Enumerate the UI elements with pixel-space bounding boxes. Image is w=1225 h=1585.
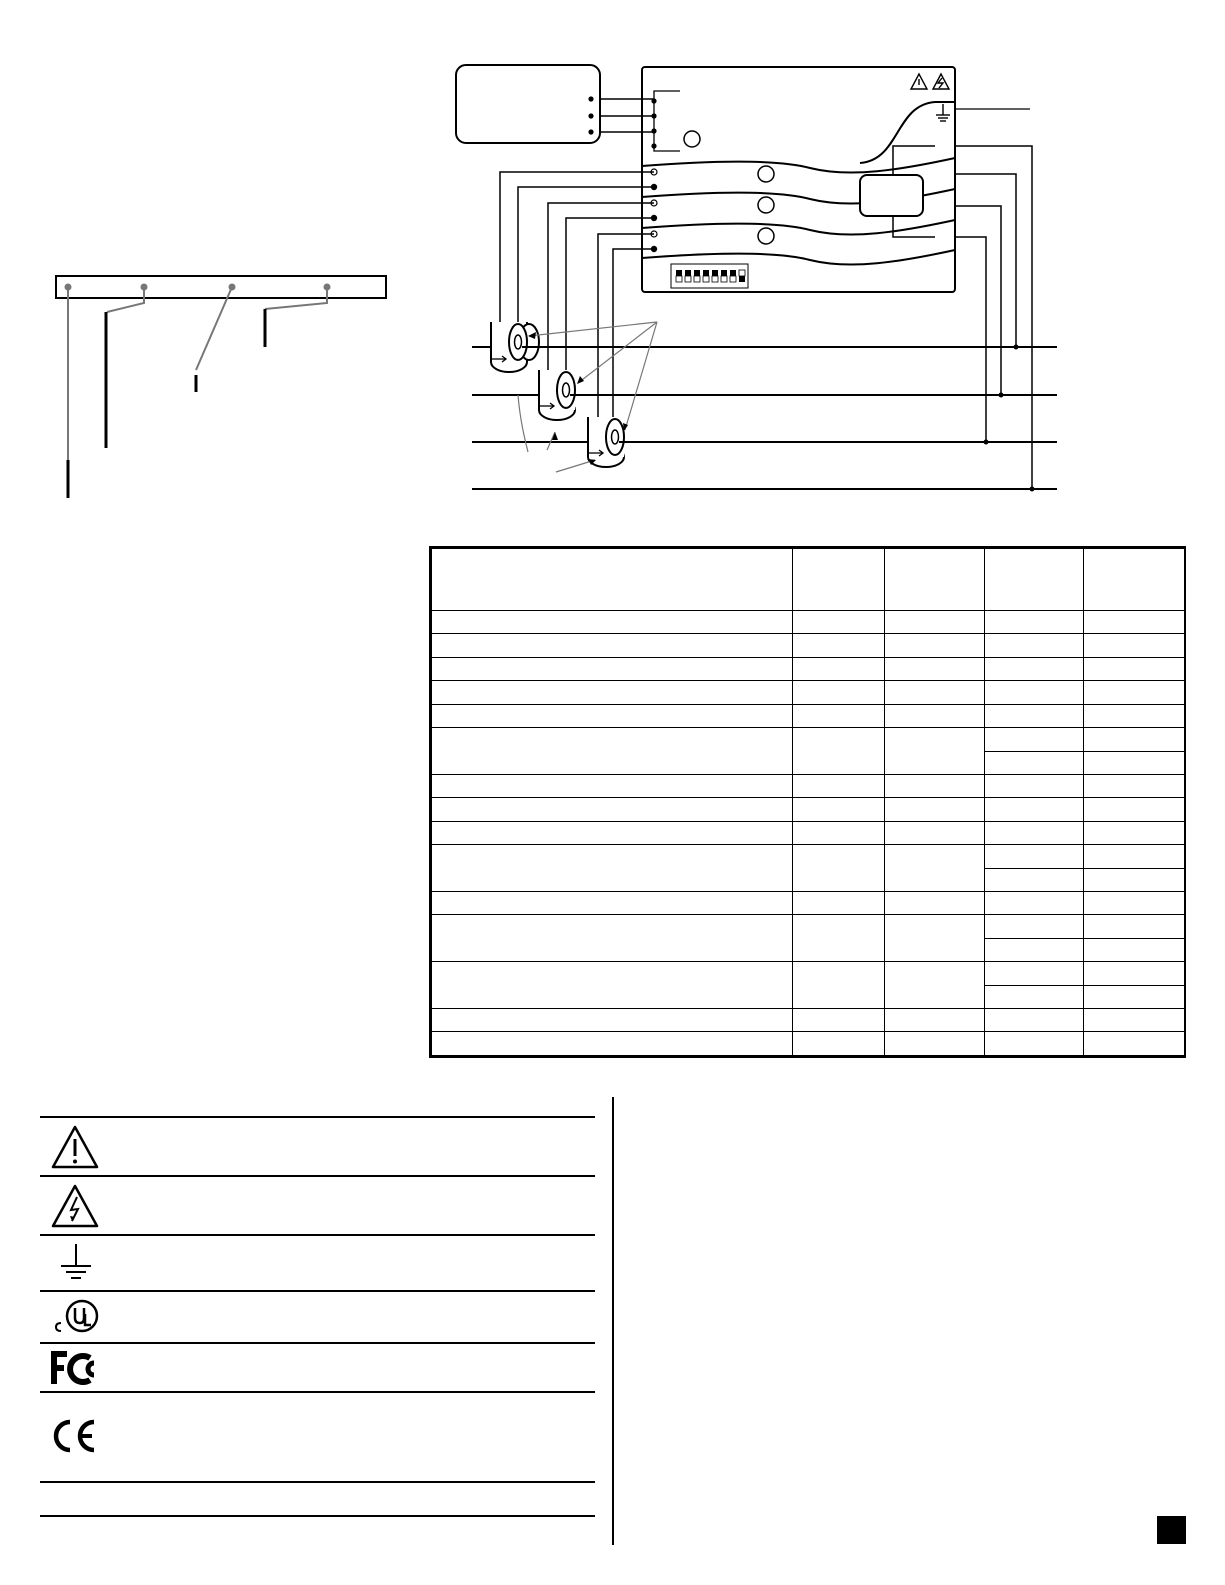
ct-lead-wires	[500, 172, 654, 418]
table-cell	[885, 1008, 985, 1031]
table-cell	[1084, 774, 1185, 797]
table-cell	[793, 891, 885, 914]
table-cell	[1084, 634, 1185, 657]
table-header-cell	[793, 549, 885, 611]
table-cell	[985, 657, 1084, 680]
table-cell	[985, 774, 1084, 797]
ct-input-terminals	[651, 169, 657, 252]
table-cell	[793, 821, 885, 844]
table-cell	[1084, 728, 1185, 751]
table-header-cell	[1084, 549, 1185, 611]
comm-wires	[600, 99, 654, 132]
table-cell	[1084, 1032, 1185, 1056]
voltage-input-block	[860, 175, 923, 216]
terminal-screws	[65, 284, 331, 291]
table-cell	[793, 657, 885, 680]
comm-terminal-block	[651, 91, 700, 151]
table-cell	[985, 751, 1084, 774]
table-cell	[985, 728, 1084, 751]
table-row	[432, 704, 1185, 727]
table-cell	[985, 611, 1084, 634]
table-cell	[793, 611, 885, 634]
table-cell	[985, 704, 1084, 727]
table-cell	[793, 704, 885, 727]
table-cell	[793, 915, 885, 962]
table-cell	[1084, 611, 1185, 634]
table-cell	[432, 821, 793, 844]
table-cell	[1084, 821, 1185, 844]
device-terminal-dots	[588, 96, 593, 134]
table-cell	[985, 938, 1084, 961]
table-cell	[985, 821, 1084, 844]
table-cell	[985, 1008, 1084, 1031]
table-cell	[885, 962, 985, 1009]
table-cell	[885, 821, 985, 844]
table-cell	[1084, 751, 1185, 774]
ground-terminal-icon	[936, 104, 950, 121]
column-divider	[612, 1097, 614, 1545]
table-row	[432, 845, 1185, 868]
table-header-cell	[885, 549, 985, 611]
table-cell	[885, 915, 985, 962]
symbol-row-caution	[40, 1116, 595, 1175]
table-cell	[793, 845, 885, 892]
table-cell	[432, 611, 793, 634]
table-cell	[432, 774, 793, 797]
current-transformer-2	[539, 370, 575, 420]
table-cell	[985, 634, 1084, 657]
table-cell	[885, 657, 985, 680]
ce-mark-icon	[50, 1418, 100, 1454]
electric-shock-triangle-icon	[50, 1183, 100, 1229]
table-cell	[1084, 704, 1185, 727]
table-row	[432, 681, 1185, 704]
channel-leds	[758, 166, 774, 244]
voltage-tap-wires	[955, 146, 1032, 489]
table-cell	[985, 962, 1084, 985]
table-cell	[885, 611, 985, 634]
symbols-legend	[40, 1116, 595, 1517]
page-marker-block	[1157, 1516, 1186, 1544]
table-cell	[793, 681, 885, 704]
table-cell	[885, 681, 985, 704]
table-cell	[1084, 868, 1185, 891]
table-cell	[793, 634, 885, 657]
table-row	[432, 634, 1185, 657]
table-row	[432, 657, 1185, 680]
table-row	[432, 1008, 1185, 1031]
table-cell	[985, 891, 1084, 914]
table-cell	[985, 798, 1084, 821]
terminal-strip-diagram	[0, 0, 420, 520]
table-cell	[432, 634, 793, 657]
table-cell	[885, 774, 985, 797]
table-cell	[985, 681, 1084, 704]
table-cell	[793, 1032, 885, 1056]
table-cell	[1084, 845, 1185, 868]
table-row	[432, 611, 1185, 634]
table-row	[432, 798, 1185, 821]
table-cell	[1084, 681, 1185, 704]
table-cell	[985, 985, 1084, 1008]
wiring-diagram	[440, 55, 1070, 510]
table-cell	[432, 891, 793, 914]
table-cell	[885, 845, 985, 892]
table-row	[432, 962, 1185, 985]
symbol-row-ground	[40, 1234, 595, 1290]
fcc-mark-icon	[50, 1350, 102, 1388]
caution-triangle-icon	[50, 1124, 100, 1170]
table-cell	[793, 962, 885, 1009]
table-cell	[793, 1008, 885, 1031]
table-cell	[432, 1032, 793, 1056]
table-cell	[1084, 915, 1185, 938]
table-row	[432, 728, 1185, 751]
table-cell	[432, 1008, 793, 1031]
cul-listing-mark-icon	[52, 1298, 102, 1338]
table-cell	[432, 728, 793, 775]
table-cell	[985, 1032, 1084, 1056]
table-cell	[885, 798, 985, 821]
table-cell	[1084, 962, 1185, 985]
symbol-row-fcc	[40, 1342, 595, 1391]
wire-ends	[68, 309, 265, 498]
table-cell	[1084, 798, 1185, 821]
table-cell	[1084, 1008, 1185, 1031]
table-header-cell	[432, 549, 793, 611]
table-cell	[432, 681, 793, 704]
external-device-box	[456, 65, 600, 143]
dip-switch-icon	[671, 264, 748, 288]
table-cell	[432, 657, 793, 680]
table-row	[432, 891, 1185, 914]
table-row	[432, 1032, 1185, 1056]
tap-junction-dots	[984, 345, 1035, 492]
table-cell	[432, 798, 793, 821]
table-cell	[985, 868, 1084, 891]
table-cell	[1084, 891, 1185, 914]
table-row	[432, 774, 1185, 797]
symbol-row-ce	[40, 1391, 595, 1481]
terminal-strip	[56, 276, 386, 298]
table-cell	[885, 728, 985, 775]
table-header-cell	[985, 549, 1084, 611]
table-cell	[793, 774, 885, 797]
specification-table	[429, 546, 1186, 1058]
ground-wire	[860, 102, 955, 163]
current-transformer-3	[588, 417, 624, 467]
table-header-row	[432, 549, 1185, 611]
table-row	[432, 821, 1185, 844]
table-cell	[432, 915, 793, 962]
table-cell	[885, 634, 985, 657]
table-cell	[1084, 657, 1185, 680]
table-cell	[432, 704, 793, 727]
status-led	[684, 131, 700, 147]
enclosure-warning-icons	[911, 74, 949, 89]
protective-earth-ground-icon	[58, 1242, 94, 1286]
symbol-row-cul	[40, 1290, 595, 1342]
table-cell	[432, 962, 793, 1009]
table-cell	[793, 798, 885, 821]
table-cell	[432, 845, 793, 892]
symbol-row-shock	[40, 1175, 595, 1234]
table-cell	[885, 704, 985, 727]
table-cell	[1084, 938, 1185, 961]
table-cell	[1084, 985, 1185, 1008]
table-cell	[885, 891, 985, 914]
symbol-row-blank	[40, 1481, 595, 1517]
table-row	[432, 915, 1185, 938]
table-cell	[985, 915, 1084, 938]
table-cell	[985, 845, 1084, 868]
table-cell	[793, 728, 885, 775]
table-cell	[885, 1032, 985, 1056]
